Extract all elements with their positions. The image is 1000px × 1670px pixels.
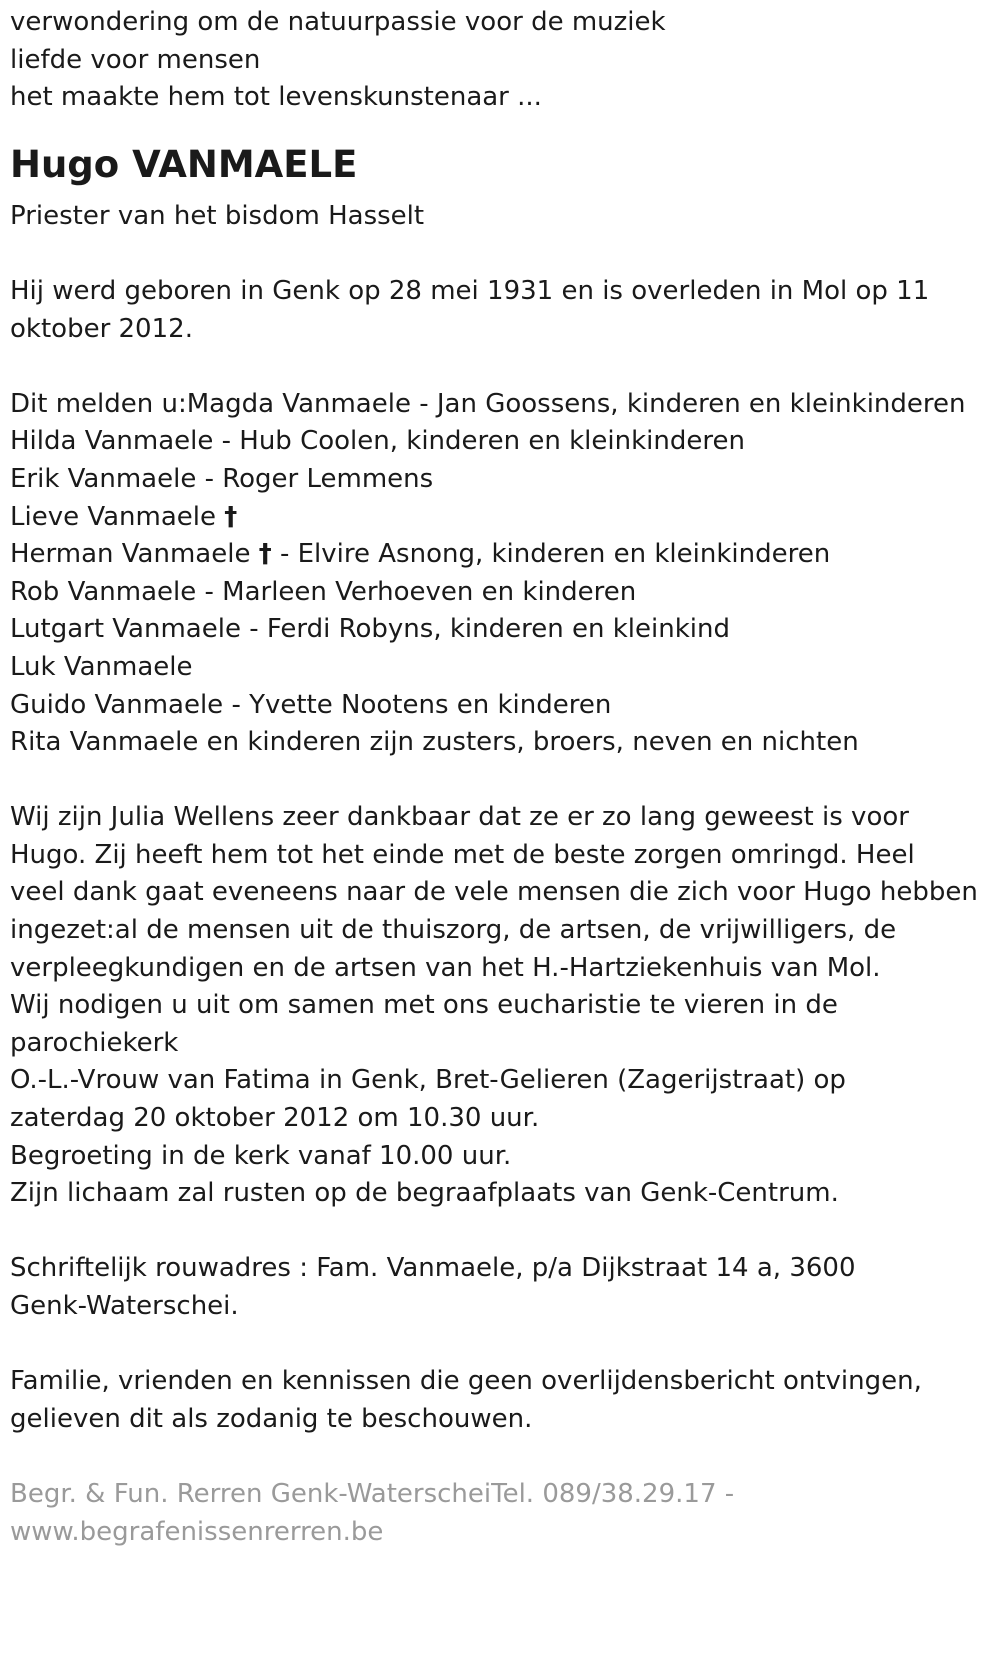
family-line-lieve — [10, 499, 995, 537]
obituary-page — [10, 4, 995, 1551]
thanks-line: verpleegkundigen en de artsen van het H.-Hartziekenhuis van Mol. — [10, 952, 881, 983]
family-line: Rob Vanmaele - Marleen Verhoeven en kinderen — [10, 576, 637, 607]
address-paragraph — [10, 1250, 995, 1325]
notice-line: gelieven dit als zodanig te beschouwen. — [10, 1403, 533, 1434]
address-line: Schriftelijk rouwadres : Fam. Vanmaele, p/a Dijkstraat 14 a, 3600 — [10, 1253, 856, 1284]
funeral-home-footer — [10, 1476, 995, 1551]
family-line-herman — [10, 536, 995, 574]
family-line: Lutgart Vanmaele - Ferdi Robyns, kinderen en kleinkind — [10, 614, 730, 645]
intro-line: liefde voor mensen — [10, 44, 261, 75]
spacer — [10, 1438, 995, 1476]
footer-line: Begr. & Fun. Rerren Genk-WaterscheiTel. 089/38.29.17 - — [10, 1478, 735, 1509]
deceased-name: Hugo VANMAELE — [10, 142, 358, 186]
family-member-rest: - Elvire Asnong, kinderen en kleinkinderen — [279, 539, 831, 570]
deceased-title: Priester van het bisdom Hasselt — [10, 200, 425, 231]
notice-paragraph — [10, 1363, 995, 1438]
thanks-line: O.-L.-Vrouw van Fatima in Genk, Bret-Gelieren (Zagerijstraat) op — [10, 1065, 846, 1096]
family-line: Erik Vanmaele - Roger Lemmens — [10, 463, 434, 494]
spacer — [10, 1326, 995, 1364]
thanks-line: Zijn lichaam zal rusten op de begraafplaats van Genk-Centrum. — [10, 1178, 839, 1209]
notice-line: Familie, vrienden en kennissen die geen overlijdensbericht ontvingen, — [10, 1366, 922, 1397]
cross-icon: † — [224, 501, 238, 532]
intro-poem — [10, 4, 995, 117]
thanks-paragraph — [10, 799, 995, 1213]
thanks-line: zaterdag 20 oktober 2012 om 10.30 uur. — [10, 1103, 540, 1134]
thanks-line: Hugo. Zij heeft hem tot het einde met de beste zorgen omringd. Heel — [10, 839, 915, 870]
family-line: Guido Vanmaele - Yvette Nootens en kinderen — [10, 689, 612, 720]
footer-website: www.begrafenissenrerren.be — [10, 1516, 384, 1547]
thanks-line: veel dank gaat eveneens naar de vele mensen die zich voor Hugo hebben — [10, 877, 978, 908]
birth-death-paragraph — [10, 273, 995, 348]
thanks-line: ingezet:al de mensen uit de thuiszorg, de artsen, de vrijwilligers, de — [10, 915, 897, 946]
birth-death-line: oktober 2012. — [10, 313, 193, 344]
family-line: Dit melden u:Magda Vanmaele - Jan Goossens, kinderen en kleinkinderen — [10, 388, 966, 419]
thanks-line: Wij nodigen u uit om samen met ons eucharistie te vieren in de — [10, 990, 838, 1021]
birth-death-line: Hij werd geboren in Genk op 28 mei 1931 en is overleden in Mol op 11 — [10, 275, 930, 306]
intro-line: het maakte hem tot levenskunstenaar ... — [10, 82, 542, 113]
spacer — [10, 1213, 995, 1251]
family-list — [10, 386, 995, 762]
family-line: Rita Vanmaele en kinderen zijn zusters, broers, neven en nichten — [10, 727, 859, 758]
spacer — [10, 348, 995, 386]
cross-icon: † — [258, 539, 272, 570]
spacer — [10, 235, 995, 273]
intro-line: verwondering om de natuurpassie voor de muziek — [10, 7, 666, 37]
family-line: Luk Vanmaele — [10, 651, 193, 682]
thanks-line: Wij zijn Julia Wellens zeer dankbaar dat ze er zo lang geweest is voor — [10, 802, 909, 833]
spacer — [10, 762, 995, 800]
thanks-line: parochiekerk — [10, 1027, 179, 1058]
family-member-name: Lieve Vanmaele — [10, 501, 217, 532]
thanks-line: Begroeting in de kerk vanaf 10.00 uur. — [10, 1140, 512, 1171]
address-line: Genk-Waterschei. — [10, 1291, 239, 1321]
family-line: Hilda Vanmaele - Hub Coolen, kinderen en kleinkinderen — [10, 426, 745, 457]
family-member-name: Herman Vanmaele — [10, 539, 251, 570]
